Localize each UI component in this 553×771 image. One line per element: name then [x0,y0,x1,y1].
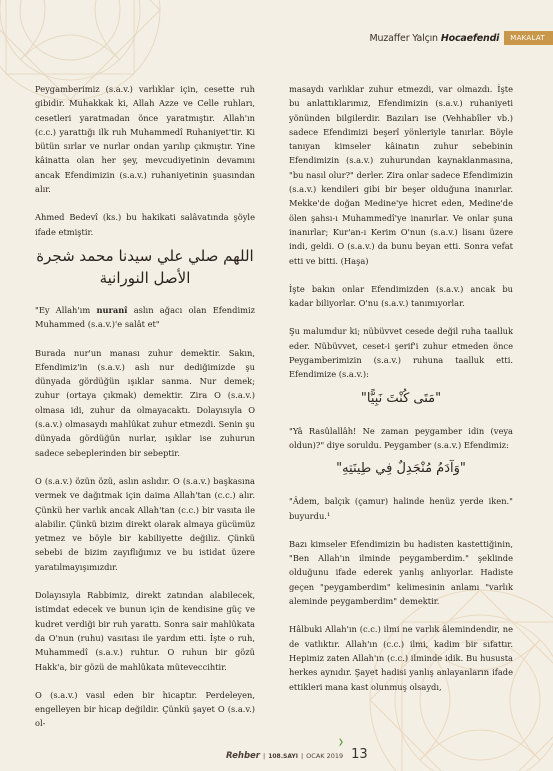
paragraph: O (s.a.v.) özün özü, aslın aslıdır. O (s.a.v.) başkasına vermek ve dağıtmak için daima Allah'tan (c.c.) alır. Çünkü her varlık ancak Allah'tan (c.c.) bir vasıta ile alabilir. Çünkü bizim direkt olarak almaya gücümüz yetmez ve böyle bir kabiliyette değiliz. Çünkü sebebi de bizim zayıflığımız ve bu istidat üzere yaratılmayışımızdır. [35,475,255,572]
page-footer [226,747,368,762]
right-column [289,82,513,708]
author-first-name: Muzaffer Yalçın [369,32,438,44]
author-last-name: Hocaefendi [440,32,500,44]
paragraph: Şu malumdur ki; nübüvvet cesede değil ruha taalluk eder. Nübüvvet, ceset-i şerif'i zuhur etmeden önce Peygamberimizin (s.a.v.) ruhuna taalluk etti. Efendimize (s.a.v.): [289,326,513,380]
page-number: 13 [351,747,368,762]
paragraph: O (s.a.v.) vasıl eden bir hicaptır. Perdeleyen, engelleyen bir hicap değildir. Çünkü şayet O (s.a.v.) ol- [35,689,255,729]
quote-paragraph: "Ey Allah'ım nuranî aslın ağacı olan Efendimiz Muhammed (s.a.v.)'e salât et" [35,304,255,330]
paragraph: Dolayısıyla Rabbimiz, direkt zatından alabilecek, istimdat edecek ve bunun için de kendisine güç ve kudret verdiği bir ruh yarattı. Sonra sair mahlûkata da O'nun (ruhu) vasıtası ile yardım etti. İşte o ruh, Muhammedî (s.a.v.) ruhtur. O ruhun bir gözü Hakk'a, bir gözü de mahlûkata müteveccihtir. [35,590,255,672]
arabic-hadith-answer: "وَآدَمُ مُنْجَدِلٌ فِي طِينَتِهِ" [336,461,466,477]
paragraph: Burada nur'un manası zuhur demektir. Sakın, Efendimiz'in (s.a.v.) aslı nur dediğimizde şu dünyada gördüğün ışıklar sanma. Nur demek; zuhur (ortaya çıkmak) demektir. Zira O (s.a.v.) olmasa idi, zuhur da olmayacaktı. Dolayısıyla O (s.a.v.) olmasaydı mahlûkat zuhur etmezdi. Senin şu dünyada gördüğün nurlar, ışıklar ise zuhurun sadece sebeplerinden bir sebeptir. [35,347,255,458]
paragraph: "Yâ Rasûlallâh! Ne zaman peygamber idin (veya oldun)?" diye soruldu. Peygamber (s.a.v.) Efendimiz: [289,425,513,450]
leaf-icon: ❯ [338,738,344,746]
left-column [35,82,255,745]
paragraph: masaydı varlıklar zuhur etmezdi, var olmazdı. İşte bu anlattıklarımız, Efendimizin (s.a.v.) ruhaniyeti yönünden bilgilerdir. Bazıları ise (Vehhabîler vb.) sadece Efendimizi beşerî yönleriyle tanırlar. Böyle tanıyan kimseler kâinatın zuhur sebebinin Efendimizin (s.a.v.) zuhurundan kaynaklanmasına, "bu nasıl olur?" derler. Zira onlar sadece Efendimizin (s.a.v.) kendileri gibi bir beşer olduğuna inanırlar. Mekke'de doğan Medine'ye hicret eden, Medine'de ölen şahsı-ı Muhammedî'ye inanırlar. Ve onlar şuna inanırlar; Kur'an-ı Kerim O'nun (s.a.v.) lisanı üzere indi, geldi. O (s.a.v.) da bunu beyan etti. Sonra vefat etti ve bitti. (Haşa) [289,84,513,266]
paragraph: Peygamberimiz (s.a.v.) varlıklar için, cesette ruh gibidir. Muhakkak ki, Allah Azze ve Celle ruhları, cesetleri yaratmadan önce yaratmıştır. Allah'ın (c.c.) yarattığı ilk ruh Muhammedî Ruhaniyet'tir. Ki bütün sırlar ve nurlar ondan yarılıp çıkmıştır. Yine kâinatta olan her şey, mevcudiyetinin devamını ancak Efendimizin (s.a.v.) ruhaniyetinin şuasından alır. [35,84,255,195]
page-header [370,30,553,46]
issue-date: OCAK 2019 [306,752,344,760]
magazine-brand: Rehber [226,751,260,761]
paragraph: İşte bakın onlar Efendimizden (s.a.v.) ancak bu kadar biliyorlar. O'nu (s.a.v.) tanımıyorlar. [289,283,513,309]
issue-number: 108.SAYI [268,753,298,760]
bold-word: nuranî [96,304,128,315]
paragraph: Hâlbuki Allah'ın (c.c.) ilmi ne varlık âlemindendir, ne de vatlıktır. Allah'ın (c.c.) ilmi, kadim bir sıfattır. Hepimiz zaten Allah'ın (c.c.) ilminde idik. Bu hususta herkes aynıdır. Şayet hadisi yanlış anlayanların ifade ettikleri mana kast olunmuş olsaydı, [289,624,513,692]
paragraph: "Âdem, balçık (çamur) halinde henüz yerde iken." buyurdu.¹ [289,496,513,521]
paragraph: Bazı kimseler Efendimizin bu hadisten kastettiğinin, "Ben Allah'ın ilminde peygamberdim." şeklinde olduğunu ifade ederek yanlış anlıyorlar. Hadiste geçen "peygamberdim" kelimesinin anlamı "varlık aleminde peygamberdim" demektir. [289,538,513,607]
arabic-hadith-question: "مَتَى كُنْتَ نَبِيًّا" [360,390,442,406]
separator: | [300,752,304,760]
section-badge: MAKALAT [504,31,553,45]
paragraph: Ahmed Bedevî (ks.) bu hakikati salâvatında şöyle ifade etmiştir. [35,212,255,237]
arabic-salavat: اللهم صلي علي سيدنا محمد شجرة الأصل النورانية [36,246,254,287]
separator: | [262,752,266,760]
